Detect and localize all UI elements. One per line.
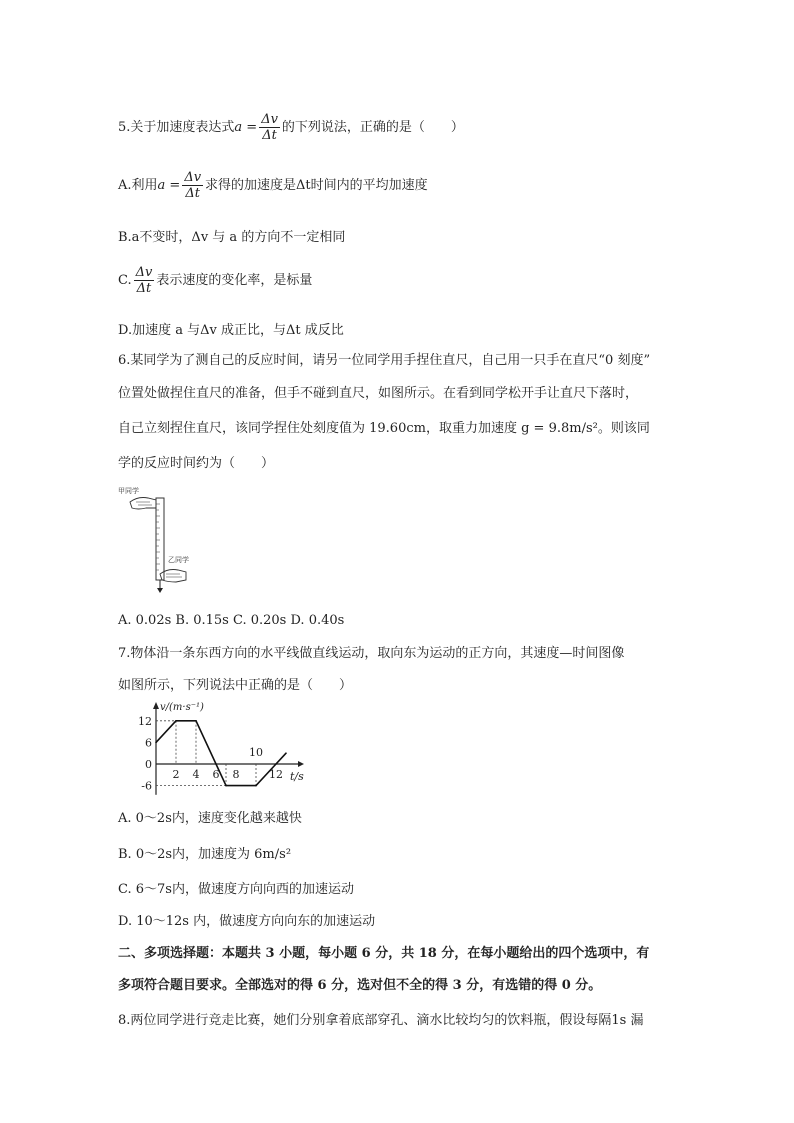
q5-stem-post: 的下列说法，正确的是（ ） (281, 120, 464, 135)
fall-arrow-head-icon (157, 588, 163, 593)
q5-stem (118, 112, 464, 143)
q6-line2: 位置处做捏住直尺的准备，但手不碰到直尺，如图所示。在看到同学松开手让直尺下落时， (118, 386, 639, 401)
x-tick-label-2: 6 (212, 768, 220, 781)
q7-option-d: D. 10～12s 内，做速度方向向东的加速运动 (118, 914, 376, 929)
q5-fraction (259, 112, 280, 143)
q5-optA-fraction (182, 170, 203, 201)
y-tick-label-0: 12 (138, 714, 152, 728)
q7-option-b: B. 0～2s内，加速度为 6m/s² (118, 847, 292, 862)
q5-optA-post: 求得的加速度是Δt时间内的平均加速度 (205, 178, 428, 193)
vt-chart (124, 700, 314, 798)
x-axis-label: t/s (290, 770, 304, 783)
q6-line3: 自己立刻捏住直尺，该同学捏住处刻度值为 19.60cm，取重力加速度 g = 9.8m/s²。则该同 (118, 421, 650, 436)
fig-label-bottom: 乙同学 (168, 556, 189, 564)
q5-optC-frac-num: Δv (135, 265, 153, 280)
hand-top-icon (130, 498, 156, 510)
q5-optC-fraction (134, 265, 155, 296)
q7-line1: 7.物体沿一条东西方向的水平线做直线运动，取向东为运动的正方向，其速度—时间图像 (118, 646, 625, 661)
data-point-7 (285, 752, 287, 754)
data-point-6 (275, 763, 277, 765)
q5-option-b: B.a不变时，Δv 与 a 的方向不一定相同 (118, 230, 346, 245)
q5-optC-frac-den: Δt (136, 281, 152, 296)
fig-label-top: 甲同学 (118, 487, 139, 495)
ruler-ticks (156, 504, 160, 570)
x-tick-label-1: 4 (192, 768, 200, 781)
data-point-2 (195, 720, 197, 722)
section2-line1: 二、多项选择题：本题共 3 小题，每小题 6 分，共 18 分，在每小题给出的四个选项中，有 (118, 946, 650, 961)
q5-optA-frac-den: Δt (185, 186, 200, 201)
y-tick-label-2: 0 (145, 758, 152, 771)
ruler-figure (116, 484, 196, 594)
q7-line2: 如图所示，下列说法中正确的是（ ） (118, 678, 353, 693)
data-point-5 (255, 785, 257, 787)
chart-guides (156, 721, 256, 786)
fingers-bottom (166, 574, 182, 577)
q5-option-c (118, 265, 312, 296)
x-axis-arrow-icon (298, 761, 304, 767)
q5-optA-lhs: a = (157, 178, 181, 193)
data-point-0 (155, 742, 157, 744)
section2-line2: 多项符合题目要求。全部选对的得 6 分，选对但不全的得 3 分，有选错的得 0 分。 (118, 978, 602, 993)
q5-formula-lhs: a = (234, 120, 258, 135)
y-axis-arrow-icon (153, 702, 159, 709)
q5-optA-frac-num: Δv (184, 170, 202, 185)
x-tick-label-4: 10 (249, 746, 263, 759)
q5-frac-den: Δt (262, 128, 277, 143)
fingers-top (136, 502, 152, 505)
y-tick-label-1: 6 (145, 736, 152, 750)
q5-optC-pre: C. (118, 273, 132, 288)
q7-option-c: C. 6～7s内，做速度方向向西的加速运动 (118, 882, 354, 897)
q6-line1: 6.某同学为了测自己的反应时间，请另一位同学用手捏住直尺，自己用一只手在直尺“0 刻度” (118, 353, 651, 368)
q5-frac-num: Δv (261, 112, 278, 127)
data-point-4 (225, 785, 227, 787)
y-axis-label: v/(m·s⁻¹) (160, 702, 204, 713)
q8-line1: 8.两位同学进行竞走比赛，她们分别拿着底部穿孔、滴水比较均匀的饮料瓶，假设每隔1s 漏 (118, 1013, 644, 1028)
q5-option-d: D.加速度 a 与Δv 成正比，与Δt 成反比 (118, 323, 344, 338)
q7-option-a: A. 0～2s内，速度变化越来越快 (118, 811, 302, 826)
data-point-3 (215, 763, 217, 765)
q6-options: A. 0.02s B. 0.15s C. 0.20s D. 0.40s (118, 613, 345, 628)
x-tick-label-0: 2 (172, 768, 180, 781)
q5-option-a (118, 170, 428, 201)
q5-optA-pre: A.利用 (118, 178, 158, 193)
data-point-1 (175, 720, 177, 722)
q6-line4: 学的反应时间约为（ ） (118, 456, 275, 471)
q5-optC-post: 表示速度的变化率，是标量 (156, 273, 313, 288)
x-tick-label-3: 8 (232, 768, 240, 781)
x-tick-label-5: 12 (269, 768, 283, 781)
y-tick-label-3: -6 (141, 779, 152, 793)
q5-stem-text: 5.关于加速度表达式 (118, 120, 235, 135)
